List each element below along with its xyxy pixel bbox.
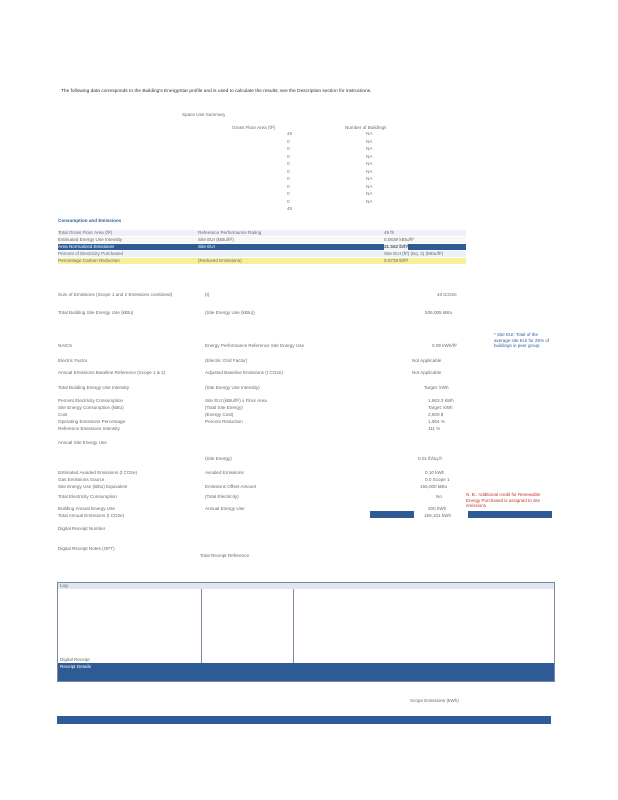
line-value: 156,101 kWh: [424, 513, 452, 518]
line-mid: Adjusted Baseline Emissions (t CO2e): [205, 370, 283, 375]
value-bar: [468, 511, 552, 518]
table-cell: NA: [366, 131, 373, 136]
line-mid: Annual Energy Use: [205, 506, 245, 511]
line-value: 156,000 kBtu: [420, 484, 448, 489]
table-cell: 0: [287, 176, 290, 181]
line-mid: (Total Site Energy): [205, 405, 243, 410]
line-value: 1,863.3 kWh: [428, 398, 454, 403]
table-cell: NA: [366, 168, 373, 174]
side-note: * Site EUI: Total of the average site EUI for 25% of buildings in peer group: [494, 332, 550, 348]
line-value: 2,900 $: [428, 412, 444, 417]
receipt-reference-label: Total Receipt Reference: [200, 553, 250, 558]
footer-text: Scope Emissions (kWh): [410, 698, 459, 703]
row-mid: Site EUI (kBtu/ft²): [198, 237, 234, 242]
summary-block: [58, 230, 466, 268]
line-label: Site Energy Use (kBtu) Equivalent: [58, 484, 128, 489]
panel-footer: [58, 663, 554, 681]
line-mid: Percent Reduction: [205, 419, 243, 424]
table-cell: 0: [287, 153, 290, 159]
table-cell: 0: [287, 191, 290, 196]
table-cell: NA: [366, 161, 373, 166]
line-value: 0.09 kWh/ft²: [432, 343, 457, 348]
line-mid: (Site Energy Use (kBtu)): [205, 310, 255, 315]
line-mid: Site EUI (kBtu/ft²) x Floor Area: [205, 398, 267, 403]
line-mid: (Site Energy Use Intensity): [205, 385, 260, 390]
line-label: Sum of Emissions (Scope 1 and 2 Emissions combined): [58, 292, 173, 297]
panel-header-label: Log: [60, 583, 68, 588]
line-label: Percent Electricity Consumption: [58, 398, 124, 403]
row-label: Area Normalized Emissions: [58, 244, 115, 249]
column-divider: [293, 589, 294, 663]
table-cell: NA: [366, 198, 373, 204]
line-label: Building Annual Energy Use: [58, 506, 115, 511]
receipt-notes-label: Digital Receipt Notes (OPT): [58, 546, 115, 551]
row-label: Percent of Electricity Purchased: [58, 251, 124, 256]
line-label: Operating Emissions Percentage: [58, 419, 126, 424]
table-cell: 0: [287, 138, 290, 144]
row-mid: Reference Performance Rating: [198, 230, 262, 235]
row-label: Percentage Carbon Reduction: [58, 258, 120, 263]
row-value: 0.0739 lb/ft²: [384, 258, 409, 263]
table-cell: NA: [366, 191, 373, 196]
footer-bar: [57, 716, 551, 724]
table-col2: [366, 131, 372, 206]
line-label: Total Building Site Energy Use (kBtu): [58, 310, 134, 315]
table-cell: 49: [287, 206, 293, 211]
line-mid: (Site Energy): [205, 456, 232, 461]
line-value: Target: kWh: [428, 405, 453, 410]
line-value: No: [436, 494, 442, 499]
receipt-number-label: Digital Receipt Number: [58, 526, 106, 531]
table-cell: NA: [366, 176, 373, 181]
line-label: Site Energy Consumption (kBtu): [58, 405, 124, 410]
panel-footer-label: Digital Receipt: [60, 657, 90, 662]
line-label: Annual Site Energy Use: [58, 440, 107, 445]
line-value: 536,005 kBtu: [425, 310, 453, 315]
line-mid: (t): [205, 292, 210, 297]
line-mid: Avoided Emissions: [205, 470, 244, 475]
line-mid: (Energy Cost): [205, 412, 234, 417]
line-label: Reference Emissions Intensity: [58, 426, 120, 431]
row-label: Estimated Energy Use Intensity: [58, 237, 123, 242]
section-title: Consumption and Emissions: [58, 218, 122, 223]
row-mid: Site EUI: [198, 244, 215, 249]
table-col1: [287, 131, 292, 214]
table-col1-header: Gross Floor Area (ft²): [232, 125, 276, 130]
line-mid: Emissions Offset Amount: [205, 484, 257, 489]
line-value: 43 tCO2e: [437, 292, 457, 297]
panel-footer-label: Receipt Details: [60, 664, 91, 669]
value-highlight: [422, 258, 466, 264]
panel-header: [58, 583, 554, 589]
line-label: Cost: [58, 412, 68, 417]
log-panel[interactable]: [57, 582, 555, 682]
line-label: Total Electricity Consumption: [58, 494, 117, 499]
line-label: Total Annual Emissions (t CO2e): [58, 513, 125, 518]
row-mid: (Reduced Emissions): [198, 258, 242, 263]
line-mid: Energy Performance Reference Site Energy Use: [205, 343, 305, 348]
line-value: 200 kWh: [428, 506, 447, 511]
table-cell: NA: [366, 138, 373, 144]
table-cell: NA: [366, 183, 373, 189]
table-caption: Space Use Summary: [182, 112, 226, 117]
line-mid: (Total Electricity): [205, 494, 239, 499]
row-value: 49 ft²: [384, 230, 395, 235]
row-label: Total Gross Floor Area (ft²): [58, 230, 113, 235]
table-cell: NA: [366, 146, 373, 151]
line-mid: (Electric Grid Factor): [205, 358, 248, 363]
table-cell: 0: [287, 198, 290, 204]
line-label: Estimated Avoided Emissions (t CO2e): [58, 470, 138, 475]
value-bar: [370, 511, 414, 518]
line-value: 111 %: [428, 426, 441, 431]
table-cell: 0: [287, 183, 290, 189]
line-value: Target: kWh: [424, 385, 449, 390]
red-note: N. B.: Additional credit for Renewable Energy Purchased is assigned to site emissions: [466, 492, 541, 508]
line-label: Annual Emissions Baseline Reference (Scope 1 & 2): [58, 370, 166, 375]
line-label: Total Building Energy Use Intensity: [58, 385, 129, 390]
line-value: 1,964 %: [428, 419, 445, 424]
line-label: NAICS: [58, 343, 73, 348]
row-value: 0.0639 kBtu/ft²: [384, 237, 414, 242]
column-divider: [201, 589, 202, 663]
table-cell: NA: [366, 153, 373, 159]
line-value: 0.01 lb/sq.ft: [418, 456, 442, 461]
table-cell: 49: [287, 131, 293, 136]
line-value: 0.0 Scope 1: [425, 477, 450, 482]
line-label: Gas Emissions Source: [58, 477, 105, 482]
line-value: Not Applicable: [412, 370, 442, 375]
table-col2-header: Number of Buildings: [345, 125, 387, 130]
line-label: Electric Factor: [58, 358, 88, 363]
row-value: Site EUI (ft²) (Eq. 2) (kBtu/ft²): [384, 251, 444, 256]
line-value: Not Applicable: [412, 358, 442, 363]
value-highlight: [422, 244, 466, 250]
table-cell: 0: [287, 168, 290, 174]
table-cell: 0: [287, 161, 290, 166]
row-value: 31.562 lb/ft²: [384, 244, 409, 249]
table-cell: 0: [287, 146, 290, 151]
line-value: 0.10 kWh: [425, 470, 445, 475]
intro-text: The following data corresponds to the Building's EnergyStar profile and is used to calculate the results; see the Description section for instructions.: [61, 89, 372, 94]
